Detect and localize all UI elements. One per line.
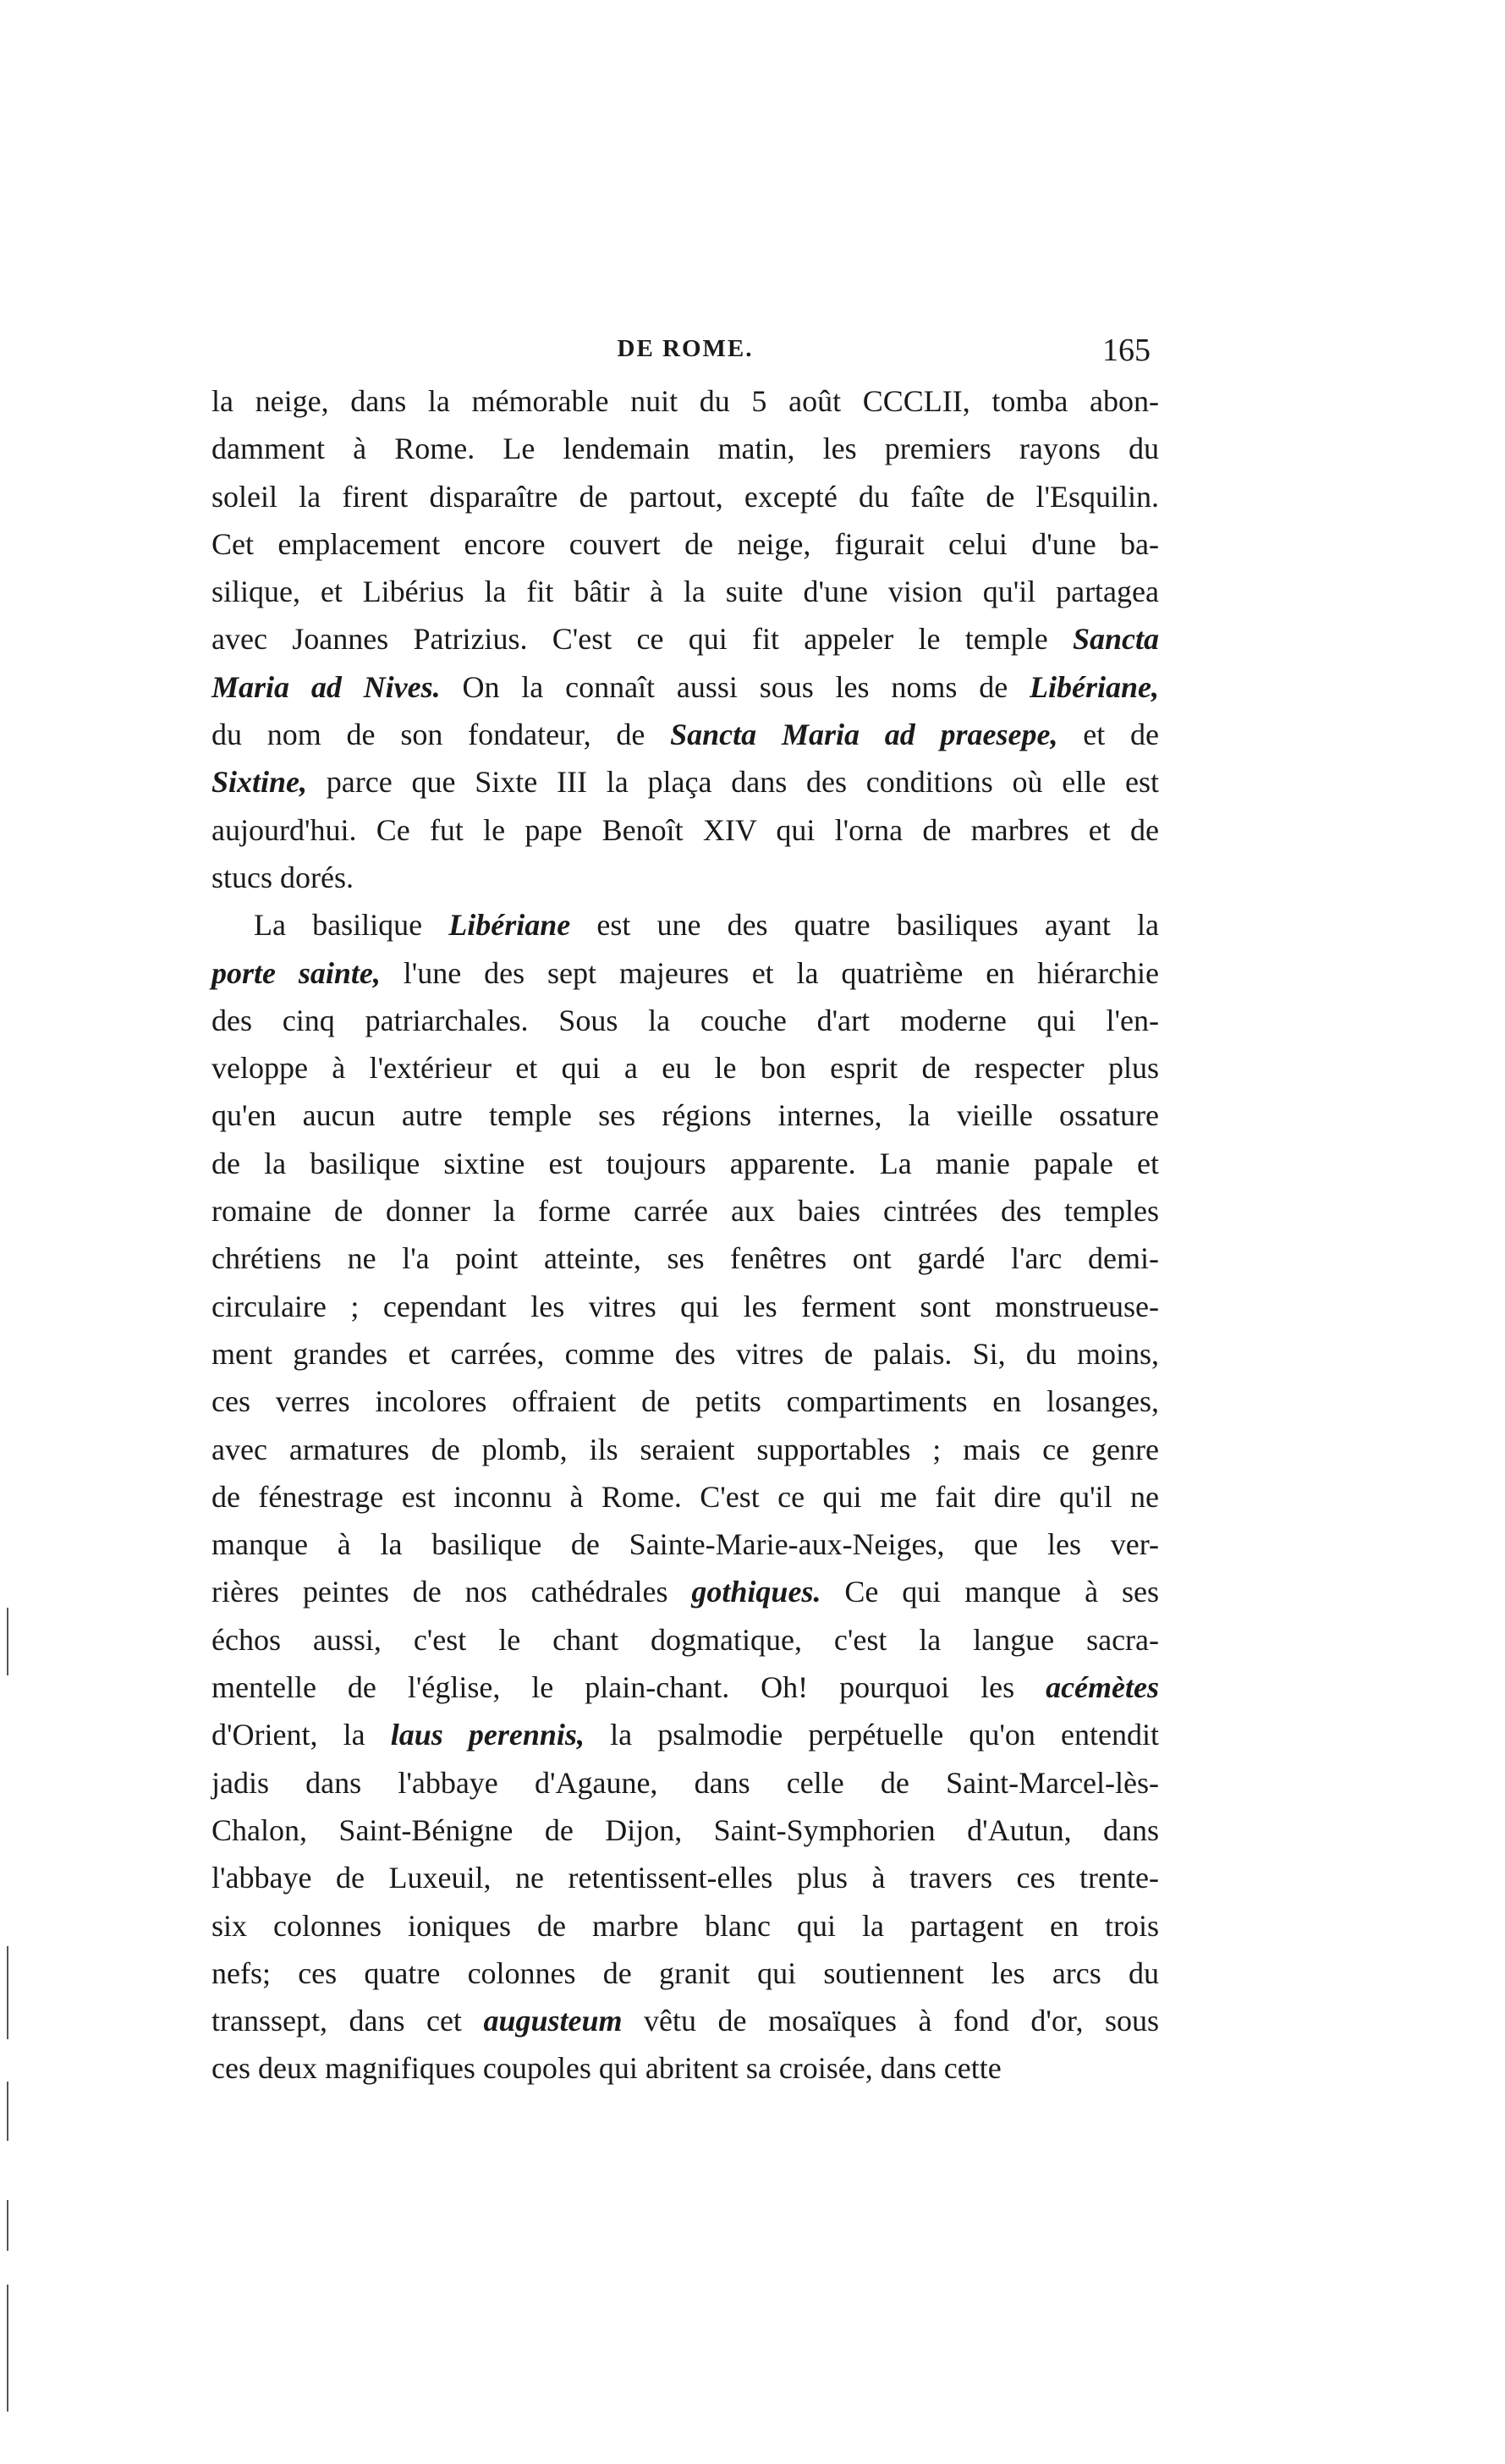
text-line: [211, 663, 1159, 711]
text-run: d'Orient, la: [211, 1718, 391, 1752]
text-line: [211, 1854, 1159, 1901]
italic-text: Libériane: [448, 908, 571, 943]
text-line: [211, 1378, 1159, 1425]
text-run: des cinq patriarchales. Sous la couche d'art moderne qui l'en-: [211, 1003, 1159, 1037]
text-line: [211, 425, 1159, 472]
text-line: [211, 1426, 1159, 1473]
text-line: [211, 1140, 1159, 1187]
text-line: [211, 1187, 1159, 1235]
scan-edge-mark: [7, 1608, 8, 1675]
text-run: soleil la firent disparaître de partout, excepté du faîte de l'Esquilin.: [211, 479, 1159, 514]
text-line: [211, 1616, 1159, 1664]
italic-text: Sancta: [1072, 622, 1159, 657]
italic-text: Sixtine,: [211, 765, 308, 800]
text-line: [211, 615, 1159, 663]
running-head-title: DE ROME.: [617, 335, 754, 362]
text-run: avec Joannes Patrizius. C'est ce qui fit appeler le temple: [211, 622, 1073, 657]
text-run: silique, et Libérius la fit bâtir à la suite d'une vision qu'il partagea: [211, 575, 1159, 609]
text-run: vêtu de mosaïques à fond d'or, sous: [622, 2004, 1159, 2038]
body-text: [211, 377, 1159, 2093]
scan-edge-mark: [7, 2082, 8, 2141]
text-run: ces deux magnifiques coupoles qui abritent sa croisée, dans cette: [211, 2051, 1002, 2086]
text-run: Chalon, Saint-Bénigne de Dijon, Saint-Symphorien d'Autun, dans: [211, 1812, 1159, 1847]
text-run: la psalmodie perpétuelle qu'on entendit: [584, 1718, 1159, 1752]
text-line: [211, 473, 1159, 520]
text-run: circulaire ; cependant les vitres qui les ferment sont monstrueuse-: [211, 1289, 1159, 1323]
text-line: [211, 1664, 1159, 1711]
page-number: 165: [1102, 333, 1151, 368]
running-head: [211, 332, 1159, 376]
text-line: [211, 1235, 1159, 1282]
italic-text: Libériane,: [1030, 669, 1159, 704]
italic-text: laus perennis,: [390, 1718, 585, 1752]
text-run: et de: [1057, 718, 1160, 752]
text-run: ment grandes et carrées, comme des vitres de palais. Si, du moins,: [211, 1336, 1159, 1371]
text-line: [211, 806, 1159, 854]
text-run: ces verres incolores offraient de petits compartiments en losanges,: [211, 1384, 1159, 1419]
text-line: [211, 758, 1159, 806]
italic-text: gothiques.: [691, 1575, 821, 1609]
text-line: [211, 1283, 1159, 1330]
text-line: [211, 1473, 1159, 1521]
italic-text: augusteum: [483, 2004, 623, 2038]
text-run: six colonnes ioniques de marbre blanc qui la partagent en trois: [211, 1908, 1159, 1943]
scan-edge-mark: [7, 2285, 8, 2412]
text-run: qu'en aucun autre temple ses régions internes, la vieille ossature: [211, 1098, 1159, 1133]
text-line: [211, 854, 1159, 901]
text-run: damment à Rome. Le lendemain matin, les premiers rayons du: [211, 432, 1159, 466]
italic-text: acémètes: [1046, 1670, 1159, 1705]
text-line: [211, 1902, 1159, 1950]
text-line: [211, 711, 1159, 758]
text-run: La basilique: [254, 908, 449, 943]
text-run: échos aussi, c'est le chant dogmatique, c'est la langue sacra-: [211, 1622, 1159, 1657]
text-run: l'abbaye de Luxeuil, ne retentissent-elles plus à travers ces trente-: [211, 1861, 1159, 1895]
italic-text: porte sainte,: [211, 955, 381, 990]
text-run: Cet emplacement encore couvert de neige, figurait celui d'une ba-: [211, 526, 1159, 561]
text-run: stucs dorés.: [211, 860, 354, 894]
text-run: Ce qui manque à ses: [821, 1575, 1159, 1609]
text-run: parce que Sixte III la plaça dans des conditions où elle est: [307, 765, 1159, 800]
text-line: [211, 1330, 1159, 1378]
scan-edge-mark: [7, 1946, 8, 2039]
text-run: la neige, dans la mémorable nuit du 5 août CCCLII, tomba abon-: [211, 384, 1159, 418]
text-line: [211, 1950, 1159, 1997]
text-run: On la connaît aussi sous les noms de: [440, 669, 1030, 704]
text-run: de fénestrage est inconnu à Rome. C'est ce qui me fait dire qu'il ne: [211, 1479, 1159, 1514]
text-line: [211, 377, 1159, 425]
text-run: jadis dans l'abbaye d'Agaune, dans celle de Saint-Marcel-lès-: [211, 1765, 1159, 1800]
italic-text: Maria ad Nives.: [211, 669, 441, 704]
text-run: rières peintes de nos cathédrales: [211, 1575, 692, 1609]
text-line: [211, 1997, 1159, 2044]
text-line: [211, 1568, 1159, 1615]
text-run: chrétiens ne l'a point atteinte, ses fenêtres ont gardé l'arc demi-: [211, 1241, 1159, 1276]
text-run: mentelle de l'église, le plain-chant. Oh! pourquoi les: [211, 1670, 1046, 1705]
text-line: [211, 1711, 1159, 1758]
text-line: [211, 2044, 1159, 2092]
text-line: [211, 520, 1159, 568]
text-line: [211, 901, 1159, 949]
text-run: manque à la basilique de Sainte-Marie-aux-Neiges, que les ver-: [211, 1527, 1159, 1562]
text-run: est une des quatre basiliques ayant la: [570, 908, 1159, 943]
text-run: l'une des sept majeures et la quatrième en hiérarchie: [380, 955, 1159, 990]
text-run: nefs; ces quatre colonnes de granit qui soutiennent les arcs du: [211, 1955, 1159, 1990]
text-run: de la basilique sixtine est toujours apparente. La manie papale et: [211, 1146, 1159, 1180]
text-run: avec armatures de plomb, ils seraient supportables ; mais ce genre: [211, 1432, 1159, 1466]
text-run: romaine de donner la forme carrée aux baies cintrées des temples: [211, 1194, 1159, 1229]
italic-text: Sancta Maria ad praesepe,: [670, 718, 1058, 752]
scan-edge-mark: [7, 2200, 8, 2251]
text-run: veloppe à l'extérieur et qui a eu le bon esprit de respecter plus: [211, 1051, 1159, 1086]
text-line: [211, 568, 1159, 615]
text-line: [211, 997, 1159, 1044]
text-line: [211, 1044, 1159, 1092]
text-line: [211, 1521, 1159, 1568]
text-line: [211, 949, 1159, 997]
text-line: [211, 1807, 1159, 1854]
text-line: [211, 1092, 1159, 1139]
text-line: [211, 1759, 1159, 1807]
text-run: du nom de son fondateur, de: [211, 718, 671, 752]
text-run: transsept, dans cet: [211, 2004, 484, 2038]
text-run: aujourd'hui. Ce fut le pape Benoît XIV qui l'orna de marbres et de: [211, 812, 1159, 847]
